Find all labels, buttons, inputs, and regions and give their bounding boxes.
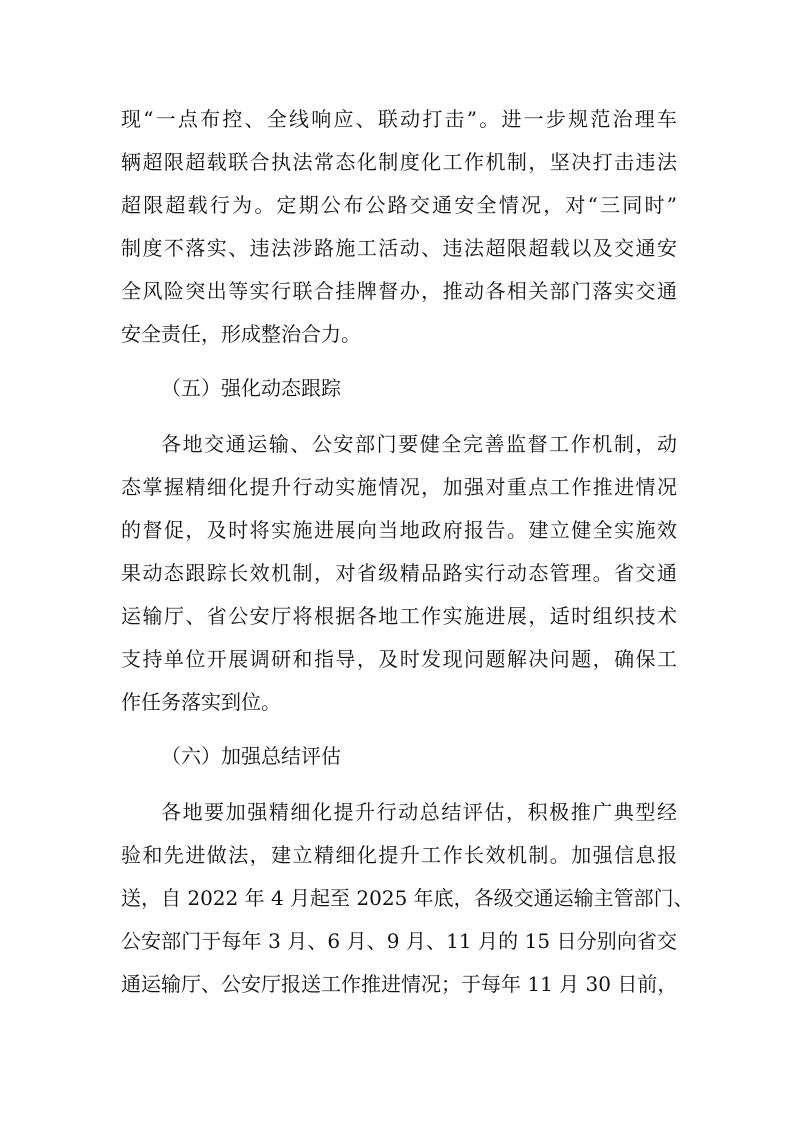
paragraph-2-line-4: 果动态跟踪长效机制，对省级精品路实行动态管理。省交通 xyxy=(121,561,677,585)
paragraph-2-line-5: 运输厅、省公安厅将根据各地工作实施进展，适时组织技术 xyxy=(121,604,677,628)
paragraph-2-line-1: 各地交通运输、公安部门要健全完善监督工作机制，动 xyxy=(161,432,677,456)
paragraph-3-line-4: 公安部门于每年 3 月、6 月、9 月、11 月的 15 日分别向省交 xyxy=(121,929,677,953)
paragraph-1-line-4: 制度不落实、违法涉路施工活动、违法超限超载以及交通安 xyxy=(121,236,677,260)
paragraph-1-line-5: 全风险突出等实行联合挂牌督办，推动各相关部门落实交通 xyxy=(121,279,677,303)
paragraph-1-line-1: 现“一点布控、全线响应、联动打击”。进一步规范治理车 xyxy=(121,107,677,131)
paragraph-2-line-7: 作任务落实到位。 xyxy=(121,690,281,714)
paragraph-3-line-2: 验和先进做法，建立精细化提升工作长效机制。加强信息报 xyxy=(121,843,677,867)
paragraph-3-line-1: 各地要加强精细化提升行动总结评估，积极推广典型经 xyxy=(161,800,677,824)
paragraph-3-line-3: 送，自 2022 年 4 月起至 2025 年底，各级交通运输主管部门、 xyxy=(121,886,694,910)
paragraph-1-line-6: 安全责任，形成整治合力。 xyxy=(121,322,361,346)
paragraph-1-line-2: 辆超限超载联合执法常态化制度化工作机制，坚决打击违法 xyxy=(121,150,677,174)
paragraph-2-line-3: 的督促，及时将实施进展向当地政府报告。建立健全实施效 xyxy=(121,518,677,542)
paragraph-1-line-3: 超限超载行为。定期公布公路交通安全情况，对“三同时” xyxy=(121,193,677,217)
section-heading-6: （六）加强总结评估 xyxy=(161,744,341,768)
section-heading-5: （五）强化动态跟踪 xyxy=(161,376,341,400)
paragraph-2-line-2: 态掌握精细化提升行动实施情况，加强对重点工作推进情况 xyxy=(121,475,677,499)
paragraph-2-line-6: 支持单位开展调研和指导，及时发现问题解决问题，确保工 xyxy=(121,647,677,671)
paragraph-3-line-5: 通运输厅、公安厅报送工作推进情况；于每年 11 月 30 日前， xyxy=(121,972,678,996)
